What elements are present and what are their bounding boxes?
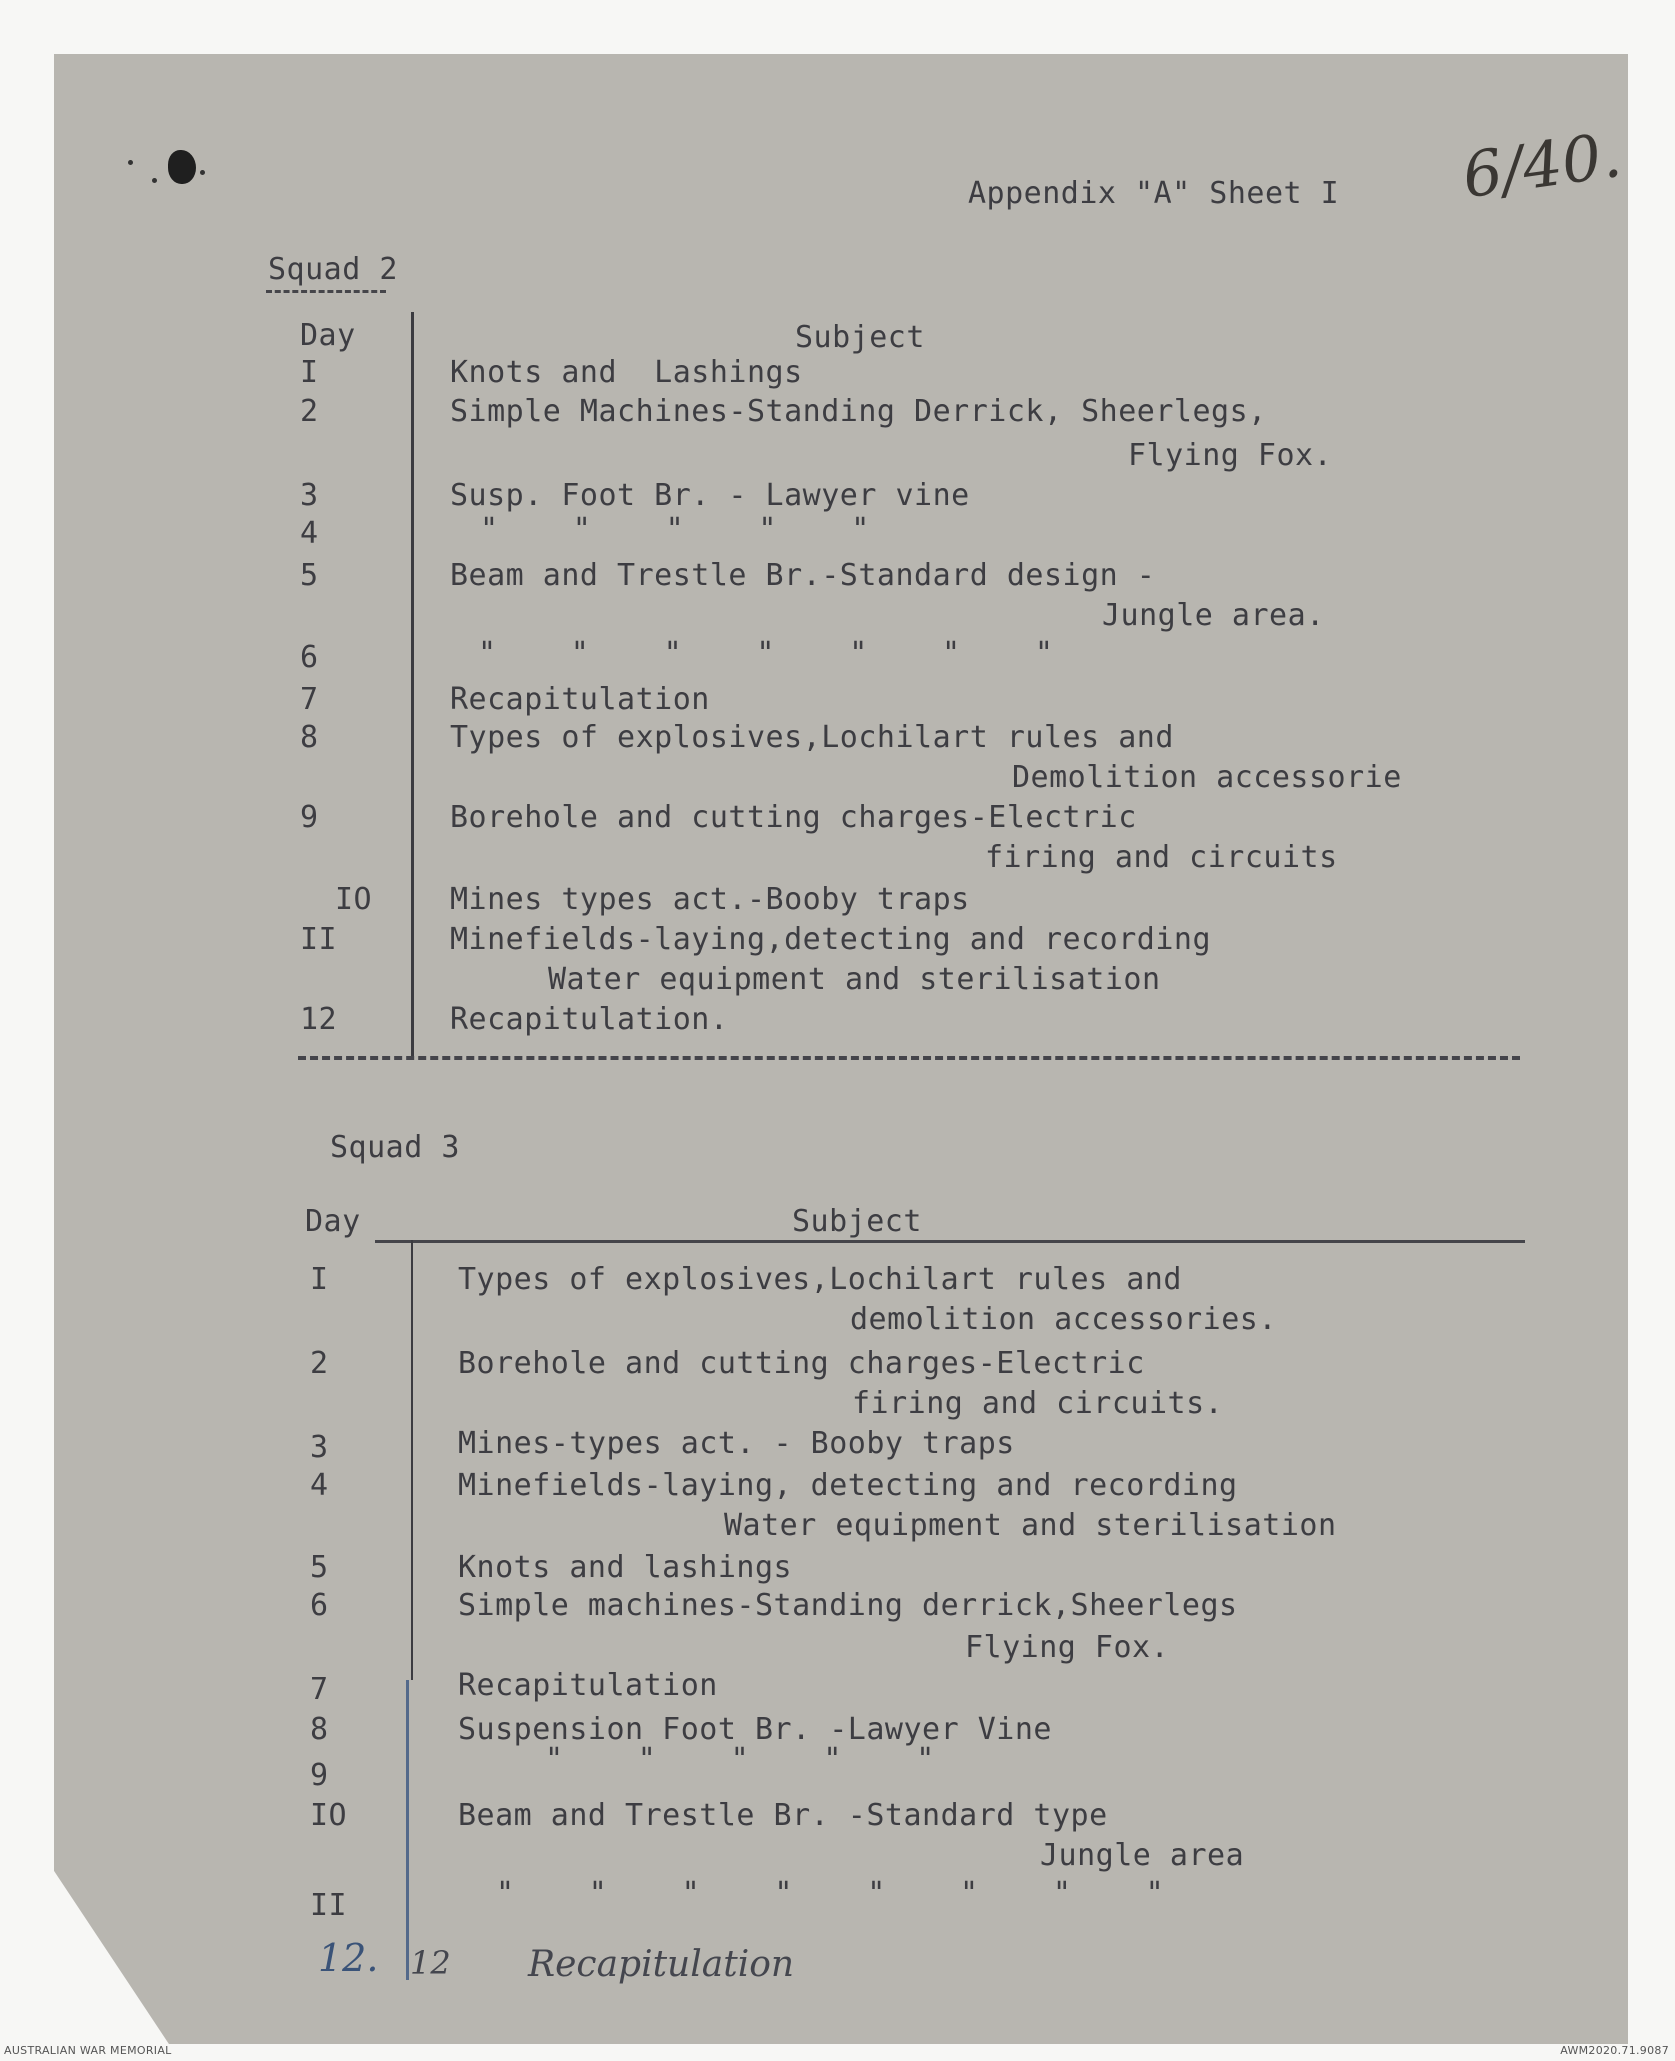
day-cell: II — [310, 1888, 348, 1923]
day-cell: 4 — [300, 516, 319, 551]
squad-3-subject-header: Subject — [792, 1204, 922, 1239]
subject-cell: Recapitulation — [458, 1668, 718, 1703]
day-cell: 6 — [310, 1588, 329, 1623]
squad-3-header-rule — [375, 1240, 1525, 1243]
day-cell: 6 — [300, 640, 319, 675]
day-cell: 2 — [310, 1346, 329, 1381]
day-cell: 7 — [300, 682, 319, 717]
handwritten-number-12: 12 — [410, 1944, 451, 1982]
day-cell: 4 — [310, 1468, 329, 1503]
squad-2-column-rule — [411, 312, 414, 1057]
day-cell: I — [300, 355, 319, 390]
ditto-marks: " " " " " " " " — [496, 1876, 1165, 1911]
day-cell: 3 — [300, 478, 319, 513]
subject-continuation: Jungle area. — [1102, 598, 1325, 633]
squad-2-day-header: Day — [300, 318, 356, 353]
day-cell: 9 — [300, 800, 319, 835]
subject-continuation: Water equipment and sterilisation — [724, 1508, 1337, 1543]
subject-cell: Mines-types act. - Booby traps — [458, 1426, 1015, 1461]
day-cell: 5 — [310, 1550, 329, 1585]
subject-cell: Simple Machines-Standing Derrick, Sheerlegs, — [450, 394, 1267, 429]
ink-speck — [128, 160, 133, 165]
subject-cell: Borehole and cutting charges-Electric — [458, 1346, 1145, 1381]
subject-continuation: firing and circuits. — [852, 1386, 1224, 1421]
footer-institution: AUSTRALIAN WAR MEMORIAL — [4, 2044, 172, 2057]
ditto-marks: " " " " " — [545, 1742, 935, 1777]
subject-cell: Minefields-laying,detecting and recording — [450, 922, 1212, 957]
subject-cell: Recapitulation. — [450, 1002, 729, 1037]
day-cell: 8 — [300, 720, 319, 755]
subject-cell: Recapitulation — [450, 682, 710, 717]
punch-hole — [168, 150, 196, 184]
day-cell: 8 — [310, 1712, 329, 1747]
day-cell: IO — [310, 1798, 348, 1833]
subject-continuation: Flying Fox. — [965, 1630, 1170, 1665]
ink-speck — [152, 178, 157, 183]
day-cell: 5 — [300, 558, 319, 593]
day-cell: 3 — [310, 1430, 329, 1465]
squad-2-title: Squad 2 — [268, 252, 398, 287]
ink-speck — [200, 170, 205, 175]
handwritten-day-12: 12. — [318, 1936, 379, 1980]
footer-item-id: AWM2020.71.9087 — [1560, 2044, 1669, 2057]
squad-2-title-underline — [266, 290, 386, 293]
subject-cell: Mines types act.-Booby traps — [450, 882, 970, 917]
ditto-marks: " " " " " — [480, 512, 870, 547]
handwritten-reference: 6/40. — [1458, 117, 1626, 213]
subject-cell: Knots and Lashings — [450, 355, 803, 390]
appendix-heading: Appendix "A" Sheet I — [968, 176, 1340, 211]
subject-cell: Borehole and cutting charges-Electric — [450, 800, 1137, 835]
subject-continuation: demolition accessories. — [850, 1302, 1277, 1337]
day-cell: II — [300, 922, 338, 957]
day-cell: 12 — [300, 1002, 338, 1037]
day-cell: I — [310, 1262, 329, 1297]
subject-continuation: Water equipment and sterilisation — [548, 962, 1161, 997]
day-cell: 7 — [310, 1672, 329, 1707]
squad-3-title: Squad 3 — [330, 1130, 460, 1165]
subject-continuation: Flying Fox. — [1128, 438, 1333, 473]
day-cell: 9 — [310, 1758, 329, 1793]
subject-cell: Suspension Foot Br. -Lawyer Vine — [458, 1712, 1052, 1747]
squad-2-subject-header: Subject — [795, 320, 925, 355]
subject-cell: Types of explosives,Lochilart rules and — [458, 1262, 1182, 1297]
subject-continuation: Demolition accessorie — [1012, 760, 1402, 795]
subject-cell: Knots and lashings — [458, 1550, 793, 1585]
subject-cell: Types of explosives,Lochilart rules and — [450, 720, 1174, 755]
section-separator — [298, 1056, 1520, 1060]
subject-continuation: firing and circuits — [985, 840, 1338, 875]
day-cell: 2 — [300, 394, 319, 429]
subject-cell: Minefields-laying, detecting and recording — [458, 1468, 1238, 1503]
day-cell: IO — [335, 882, 373, 917]
squad-3-day-header: Day — [305, 1204, 361, 1239]
ditto-marks: " " " " " " " — [478, 636, 1054, 671]
handwritten-recapitulation: Recapitulation — [528, 1944, 795, 1985]
subject-cell: Beam and Trestle Br.-Standard design - — [450, 558, 1156, 593]
squad-3-column-rule-blue — [406, 1680, 409, 1980]
squad-3-column-rule — [411, 1240, 413, 1680]
subject-cell: Beam and Trestle Br. -Standard type — [458, 1798, 1108, 1833]
subject-continuation: Jungle area — [1040, 1838, 1245, 1873]
subject-cell: Susp. Foot Br. - Lawyer vine — [450, 478, 970, 513]
subject-cell: Simple machines-Standing derrick,Sheerlegs — [458, 1588, 1238, 1623]
